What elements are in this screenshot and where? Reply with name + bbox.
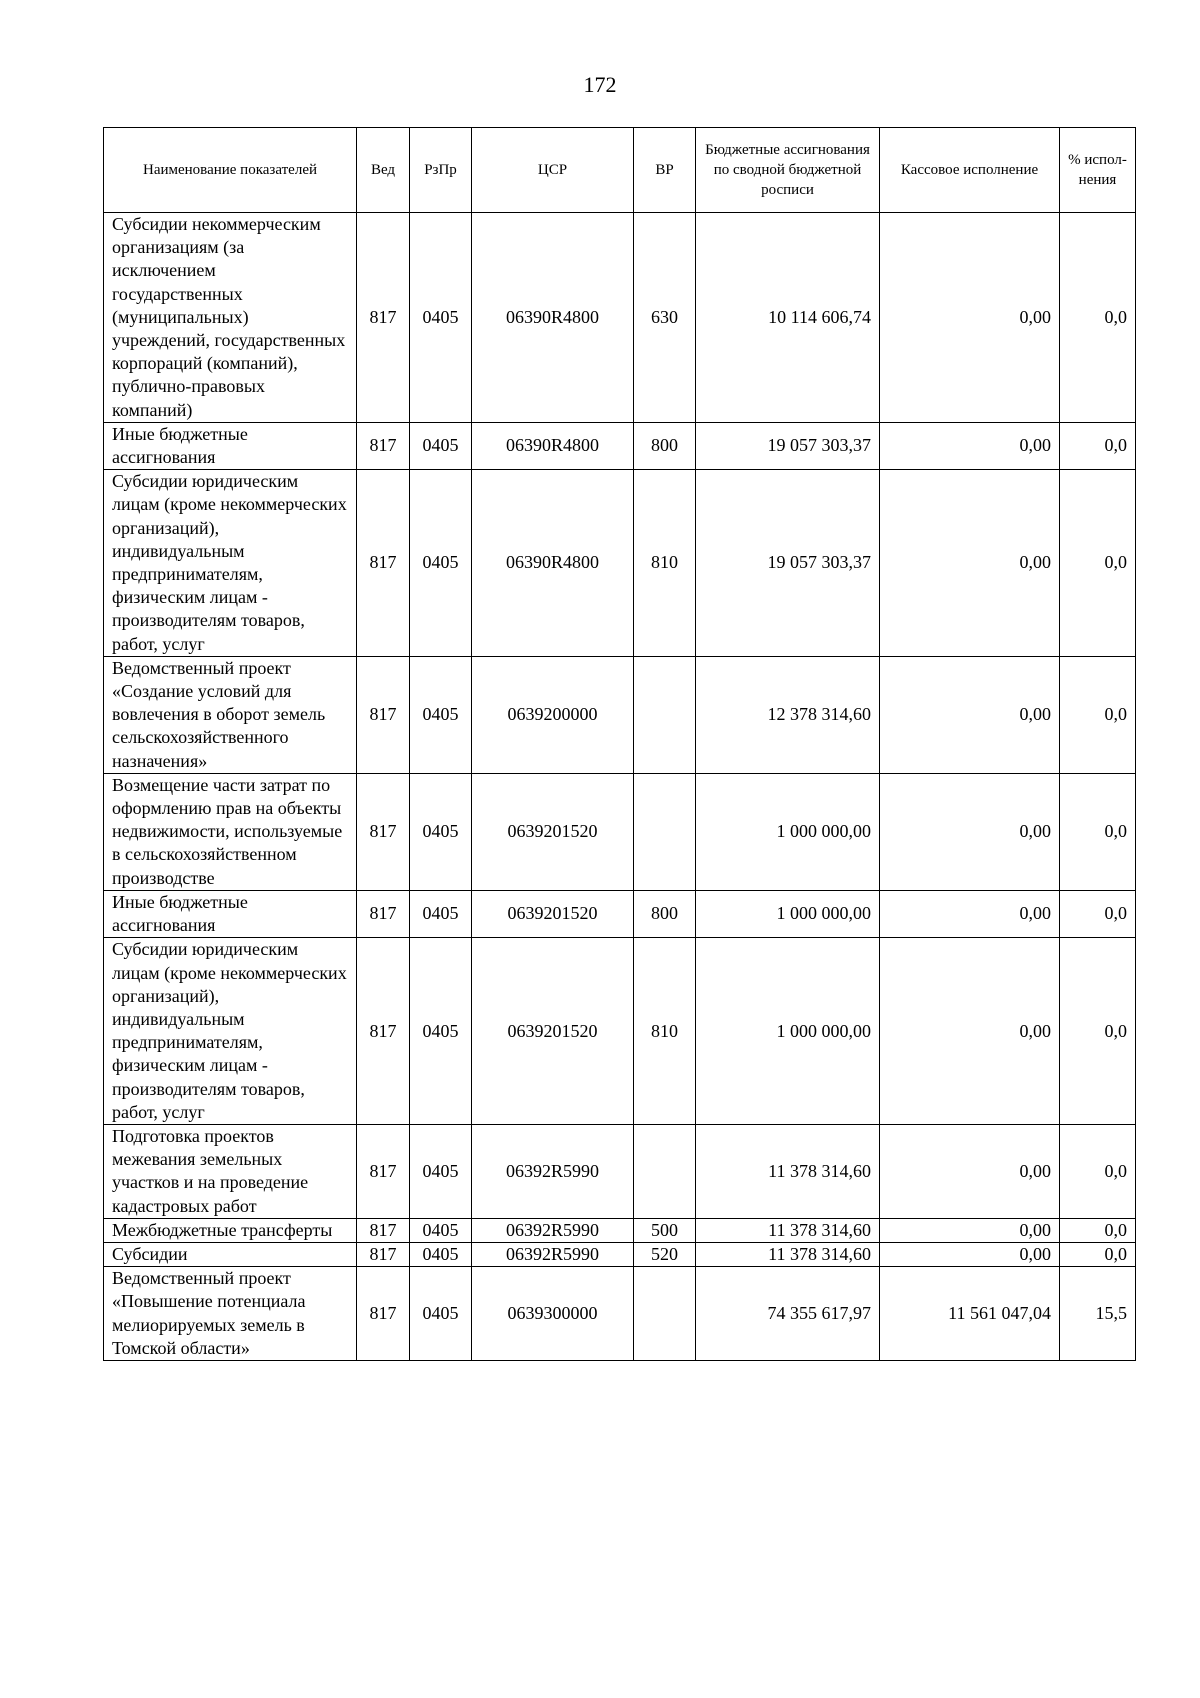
row-ved: 817 [357, 773, 410, 890]
row-vr: 500 [634, 1218, 696, 1242]
row-pct: 0,0 [1060, 470, 1136, 657]
row-csr: 06392R5990 [472, 1124, 634, 1218]
row-cash: 0,00 [880, 890, 1060, 937]
row-vr: 520 [634, 1242, 696, 1266]
header-csr: ЦСР [472, 128, 634, 213]
row-name: Возмещение части затрат по оформлению прав на объекты недвижимости, используемые в сельскохозяйственном производстве [104, 773, 357, 890]
row-pct: 0,0 [1060, 1242, 1136, 1266]
row-ved: 817 [357, 470, 410, 657]
row-vr: 810 [634, 470, 696, 657]
table-row [104, 773, 1136, 890]
row-csr: 06392R5990 [472, 1218, 634, 1242]
row-pct: 0,0 [1060, 213, 1136, 423]
row-rzpr: 0405 [410, 470, 472, 657]
row-csr: 0639201520 [472, 938, 634, 1125]
row-vr [634, 656, 696, 773]
row-budget: 11 378 314,60 [696, 1242, 880, 1266]
row-csr: 06390R4800 [472, 470, 634, 657]
header-cash: Кассовое исполнение [880, 128, 1060, 213]
row-vr [634, 1267, 696, 1361]
row-vr: 800 [634, 422, 696, 469]
table-row [104, 1218, 1136, 1242]
row-vr [634, 773, 696, 890]
row-ved: 817 [357, 1218, 410, 1242]
row-vr: 810 [634, 938, 696, 1125]
row-csr: 06390R4800 [472, 213, 634, 423]
row-ved: 817 [357, 1267, 410, 1361]
table-row [104, 1124, 1136, 1218]
header-rzpr: РзПр [410, 128, 472, 213]
row-name: Ведомственный проект «Создание условий для вовлечения в оборот земель сельскохозяйственного назначения» [104, 656, 357, 773]
table-row [104, 656, 1136, 773]
header-vr: ВР [634, 128, 696, 213]
row-rzpr: 0405 [410, 213, 472, 423]
row-cash: 0,00 [880, 1242, 1060, 1266]
row-budget: 1 000 000,00 [696, 890, 880, 937]
budget-execution-table [103, 127, 1136, 1361]
table-row [104, 1242, 1136, 1266]
row-rzpr: 0405 [410, 656, 472, 773]
table-header-row [104, 128, 1136, 213]
row-rzpr: 0405 [410, 890, 472, 937]
row-name: Субсидии [104, 1242, 357, 1266]
header-name: Наименование показателей [104, 128, 357, 213]
row-budget: 11 378 314,60 [696, 1124, 880, 1218]
header-budget: Бюджетные ассигнования по сводной бюджетной росписи [696, 128, 880, 213]
row-budget: 19 057 303,37 [696, 470, 880, 657]
row-ved: 817 [357, 1242, 410, 1266]
row-pct: 0,0 [1060, 656, 1136, 773]
row-ved: 817 [357, 422, 410, 469]
row-pct: 0,0 [1060, 890, 1136, 937]
row-budget: 19 057 303,37 [696, 422, 880, 469]
row-rzpr: 0405 [410, 1218, 472, 1242]
row-rzpr: 0405 [410, 1124, 472, 1218]
row-pct: 0,0 [1060, 773, 1136, 890]
row-budget: 10 114 606,74 [696, 213, 880, 423]
row-pct: 0,0 [1060, 1124, 1136, 1218]
row-ved: 817 [357, 213, 410, 423]
row-budget: 1 000 000,00 [696, 938, 880, 1125]
row-rzpr: 0405 [410, 773, 472, 890]
row-pct: 15,5 [1060, 1267, 1136, 1361]
row-cash: 11 561 047,04 [880, 1267, 1060, 1361]
table-row [104, 890, 1136, 937]
header-ved: Вед [357, 128, 410, 213]
page-number: 172 [583, 72, 617, 97]
row-name: Иные бюджетные ассигнования [104, 890, 357, 937]
row-cash: 0,00 [880, 938, 1060, 1125]
row-cash: 0,00 [880, 656, 1060, 773]
table-row [104, 213, 1136, 423]
row-name: Субсидии некоммерческим организациям (за исключением государственных (муниципальных) учреждений, государственных корпораций (компаний), публично-правовых компаний) [104, 213, 357, 423]
row-cash: 0,00 [880, 422, 1060, 469]
row-name: Иные бюджетные ассигнования [104, 422, 357, 469]
row-name: Подготовка проектов межевания земельных участков и на проведение кадастровых работ [104, 1124, 357, 1218]
row-vr [634, 1124, 696, 1218]
row-name: Субсидии юридическим лицам (кроме некоммерческих организаций), индивидуальным предпринимателям, физическим лицам - производителям товаров, работ, услуг [104, 470, 357, 657]
row-budget: 12 378 314,60 [696, 656, 880, 773]
table-row [104, 938, 1136, 1125]
row-budget: 11 378 314,60 [696, 1218, 880, 1242]
row-csr: 06390R4800 [472, 422, 634, 469]
row-vr: 630 [634, 213, 696, 423]
row-pct: 0,0 [1060, 1218, 1136, 1242]
row-ved: 817 [357, 938, 410, 1125]
row-name: Ведомственный проект «Повышение потенциала мелиорируемых земель в Томской области» [104, 1267, 357, 1361]
row-name: Субсидии юридическим лицам (кроме некоммерческих организаций), индивидуальным предпринимателям, физическим лицам - производителям товаров, работ, услуг [104, 938, 357, 1125]
row-pct: 0,0 [1060, 422, 1136, 469]
row-cash: 0,00 [880, 1218, 1060, 1242]
row-rzpr: 0405 [410, 938, 472, 1125]
row-budget: 1 000 000,00 [696, 773, 880, 890]
row-ved: 817 [357, 890, 410, 937]
row-csr: 0639200000 [472, 656, 634, 773]
row-cash: 0,00 [880, 1124, 1060, 1218]
table-row [104, 470, 1136, 657]
row-csr: 0639201520 [472, 890, 634, 937]
row-cash: 0,00 [880, 213, 1060, 423]
row-csr: 0639201520 [472, 773, 634, 890]
row-rzpr: 0405 [410, 1242, 472, 1266]
row-ved: 817 [357, 1124, 410, 1218]
row-pct: 0,0 [1060, 938, 1136, 1125]
row-budget: 74 355 617,97 [696, 1267, 880, 1361]
row-ved: 817 [357, 656, 410, 773]
header-pct: % испол-нения [1060, 128, 1136, 213]
row-cash: 0,00 [880, 470, 1060, 657]
row-rzpr: 0405 [410, 422, 472, 469]
row-cash: 0,00 [880, 773, 1060, 890]
row-rzpr: 0405 [410, 1267, 472, 1361]
row-vr: 800 [634, 890, 696, 937]
row-csr: 06392R5990 [472, 1242, 634, 1266]
row-csr: 0639300000 [472, 1267, 634, 1361]
table-row [104, 1267, 1136, 1361]
table-row [104, 422, 1136, 469]
row-name: Межбюджетные трансферты [104, 1218, 357, 1242]
